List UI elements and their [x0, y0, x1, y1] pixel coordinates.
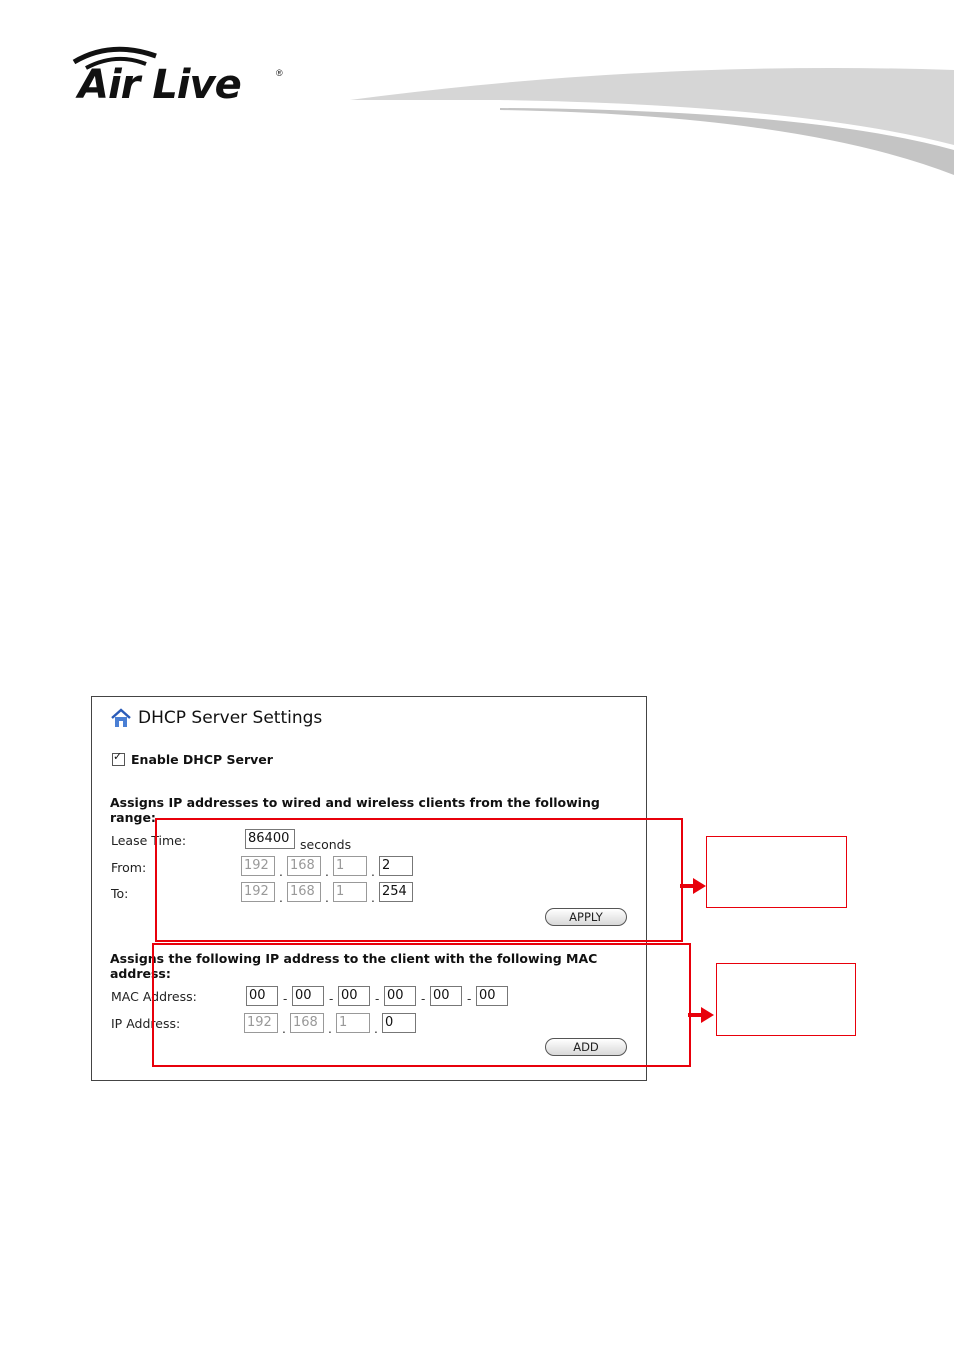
from-ip-octet-3[interactable]: 1	[333, 856, 367, 876]
header-swoosh-graphic	[350, 60, 954, 180]
range-heading: Assigns IP addresses to wired and wireless clients from the following range:	[110, 795, 600, 825]
range-callout-box	[706, 836, 847, 908]
mac-highlight-box	[152, 943, 691, 1067]
home-icon	[110, 707, 132, 729]
lease-time-label: Lease Time:	[111, 833, 187, 848]
enable-dhcp-row	[112, 752, 273, 767]
mac-callout-box	[716, 963, 856, 1036]
mac-octet-1[interactable]: 00	[246, 986, 278, 1006]
mac-dash: -	[467, 991, 472, 1006]
to-ip-octet-1[interactable]: 192	[241, 882, 275, 902]
mac-octet-2[interactable]: 00	[292, 986, 324, 1006]
to-ip-octet-2[interactable]: 168	[287, 882, 321, 902]
to-ip-octet-3[interactable]: 1	[333, 882, 367, 902]
add-button[interactable]: ADD	[545, 1038, 627, 1056]
mac-octet-6[interactable]: 00	[476, 986, 508, 1006]
ip-dot: .	[279, 863, 283, 879]
mac-dash: -	[283, 991, 288, 1006]
ip-dot: .	[371, 889, 375, 905]
page-title-text: DHCP Server Settings	[138, 708, 323, 728]
ip-octet-1[interactable]: 192	[244, 1013, 278, 1033]
to-label: To:	[111, 886, 129, 901]
logo-wordmark: Air Live	[78, 62, 241, 108]
mac-dash: -	[375, 991, 380, 1006]
ip-dot: .	[282, 1020, 286, 1036]
arrow-right-icon	[680, 876, 708, 896]
mac-dash: -	[421, 991, 426, 1006]
mac-octet-3[interactable]: 00	[338, 986, 370, 1006]
mac-address-label: MAC Address:	[111, 989, 197, 1004]
ip-dot: .	[325, 863, 329, 879]
mac-octet-5[interactable]: 00	[430, 986, 462, 1006]
enable-dhcp-checkbox[interactable]	[112, 753, 125, 766]
ip-address-label: IP Address:	[111, 1016, 181, 1031]
arrow-right-icon	[688, 1005, 716, 1025]
from-ip-octet-4[interactable]: 2	[379, 856, 413, 876]
registered-mark: ®	[276, 68, 283, 78]
ip-dot: .	[325, 889, 329, 905]
lease-time-input[interactable]: 86400	[245, 829, 295, 849]
ip-dot: .	[374, 1020, 378, 1036]
airlive-logo	[66, 42, 292, 112]
ip-octet-4[interactable]: 0	[382, 1013, 416, 1033]
from-ip-octet-1[interactable]: 192	[241, 856, 275, 876]
ip-octet-3[interactable]: 1	[336, 1013, 370, 1033]
range-highlight-box	[155, 818, 683, 942]
ip-octet-2[interactable]: 168	[290, 1013, 324, 1033]
page-title	[110, 707, 322, 729]
ip-dot: .	[328, 1020, 332, 1036]
from-label: From:	[111, 860, 147, 875]
apply-button[interactable]: APPLY	[545, 908, 627, 926]
ip-dot: .	[279, 889, 283, 905]
seconds-label: seconds	[300, 837, 352, 852]
to-ip-octet-4[interactable]: 254	[379, 882, 413, 902]
mac-dash: -	[329, 991, 334, 1006]
enable-dhcp-label: Enable DHCP Server	[131, 752, 273, 767]
mac-octet-4[interactable]: 00	[384, 986, 416, 1006]
mac-heading: Assigns the following IP address to the client with the following MAC address:	[110, 951, 598, 981]
from-ip-octet-2[interactable]: 168	[287, 856, 321, 876]
ip-dot: .	[371, 863, 375, 879]
